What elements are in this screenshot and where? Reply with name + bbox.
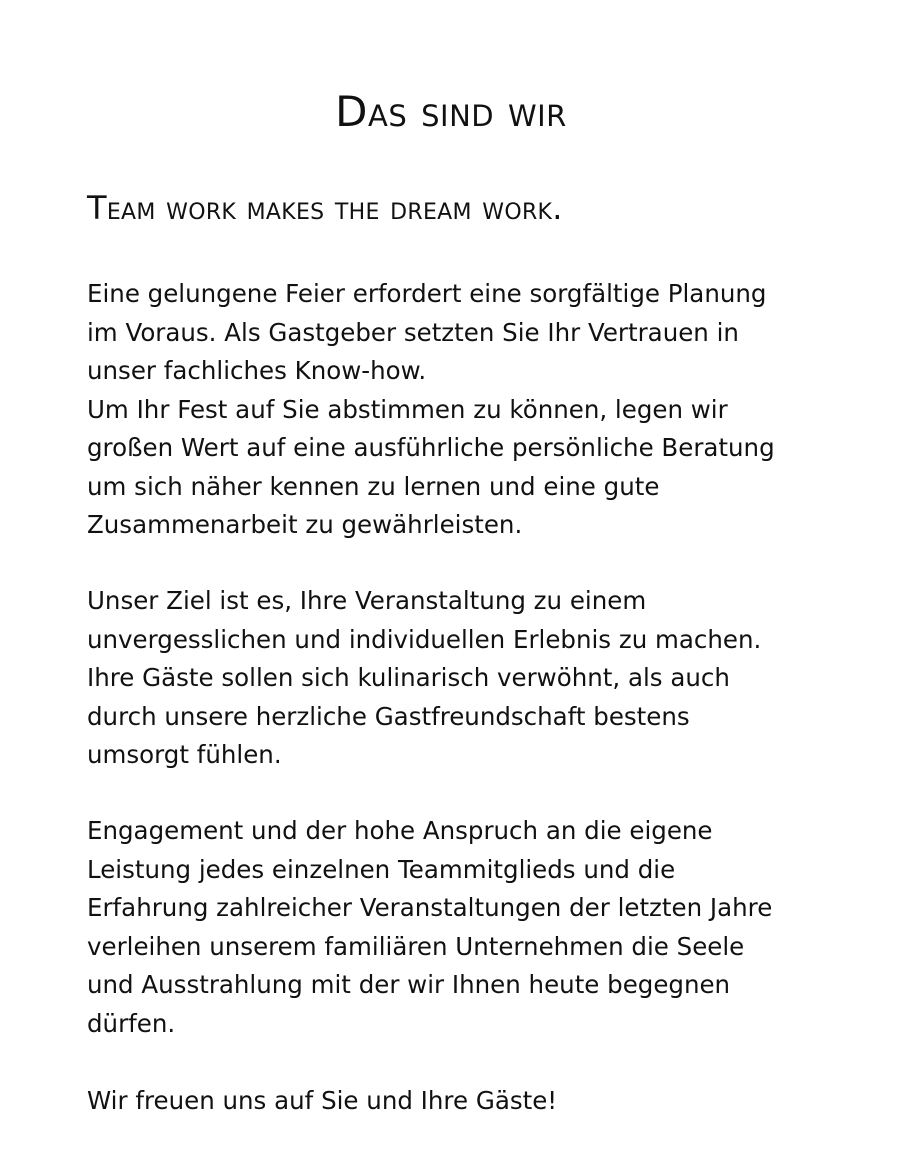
paragraph-line: Um Ihr Fest auf Sie abstimmen zu können, legen wir: [87, 394, 728, 424]
page-title: Das sind wir: [335, 87, 567, 136]
paragraph-line: und Ausstrahlung mit der wir Ihnen heute begegnen: [87, 970, 731, 999]
paragraph-line: verleihen unserem familiären Unternehmen die Seele: [87, 931, 745, 961]
paragraph-line: im Voraus. Als Gastgeber setzten Sie Ihr Vertrauen in: [87, 317, 739, 347]
paragraph-line: Eine gelungene Feier erfordert eine sorgfältige Planung: [87, 279, 767, 308]
paragraph-line: umsorgt fühlen.: [87, 740, 282, 769]
paragraph-closing: [87, 1082, 867, 1121]
paragraph-line: Leistung jedes einzelnen Teammitglieds und die: [87, 854, 676, 884]
paragraph-line: um sich näher kennen zu lernen und eine gute: [87, 471, 660, 501]
paragraph-engagement: [87, 812, 867, 1043]
page-subtitle: Team work makes the dream work.: [87, 189, 563, 227]
paragraph-line: Engagement und der hohe Anspruch an die eigene: [87, 816, 713, 845]
paragraph-line: Wir freuen uns auf Sie und Ihre Gäste!: [87, 1086, 558, 1115]
paragraph-line: großen Wert auf eine ausführliche persönliche Beratung: [87, 433, 775, 462]
paragraph-line: Zusammenarbeit zu gewährleisten.: [87, 510, 523, 539]
paragraph-line: Ihre Gäste sollen sich kulinarisch verwöhnt, als auch: [87, 663, 730, 692]
paragraph-line: Erfahrung zahlreicher Veranstaltungen der letzten Jahre: [87, 893, 773, 922]
paragraph-goal: [87, 582, 867, 775]
paragraph-line: durch unsere herzliche Gastfreundschaft bestens: [87, 701, 690, 731]
paragraph-line: dürfen.: [87, 1008, 176, 1038]
paragraph-line: unvergesslichen und individuellen Erlebnis zu machen.: [87, 624, 762, 654]
paragraph-planning: [87, 275, 867, 545]
paragraph-line: Unser Ziel ist es, Ihre Veranstaltung zu einem: [87, 586, 647, 615]
paragraph-line: unser fachliches Know-how.: [87, 356, 427, 385]
